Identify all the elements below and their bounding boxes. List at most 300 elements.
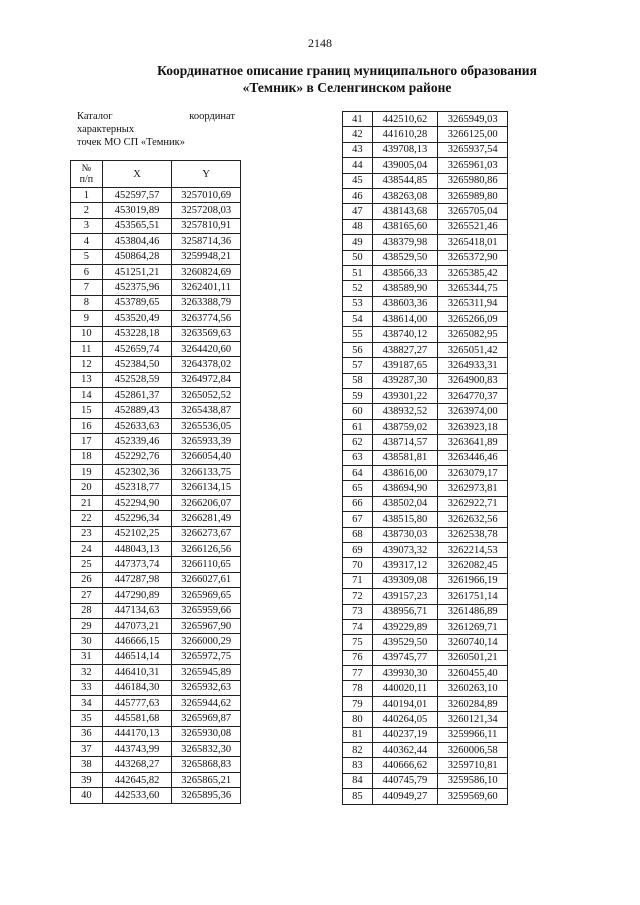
table-row (343, 558, 508, 573)
y-coordinate-cell: 3263569,63 (172, 326, 241, 341)
point-number-cell: 82 (343, 743, 373, 758)
x-coordinate-cell: 439309,08 (372, 573, 438, 588)
y-coordinate-cell: 3266054,40 (172, 449, 241, 464)
x-coordinate-cell: 446666,15 (102, 634, 172, 649)
y-coordinate-cell: 3265967,90 (172, 618, 241, 633)
y-coordinate-cell: 3265895,36 (172, 788, 241, 803)
y-coordinate-cell: 3265052,52 (172, 388, 241, 403)
y-coordinate-cell: 3261966,19 (438, 573, 508, 588)
y-coordinate-cell: 3265961,03 (438, 158, 508, 173)
x-coordinate-cell: 438566,33 (372, 265, 438, 280)
table-row (343, 727, 508, 742)
x-coordinate-cell: 447373,74 (102, 557, 172, 572)
table-row (343, 281, 508, 296)
point-number-cell: 33 (71, 680, 103, 695)
y-coordinate-cell: 3265868,83 (172, 757, 241, 772)
y-coordinate-cell: 3263079,17 (438, 465, 508, 480)
point-number-cell: 71 (343, 573, 373, 588)
y-coordinate-cell: 3265266,09 (438, 312, 508, 327)
x-coordinate-cell: 452296,34 (102, 511, 172, 526)
point-number-cell: 3 (71, 218, 103, 233)
x-coordinate-cell: 438614,00 (372, 312, 438, 327)
x-coordinate-cell: 447287,98 (102, 572, 172, 587)
table-row (343, 158, 508, 173)
table-row (71, 357, 241, 372)
table-row (343, 681, 508, 696)
table-row (71, 449, 241, 464)
y-coordinate-cell: 3265930,08 (172, 726, 241, 741)
x-coordinate-cell: 438379,98 (372, 235, 438, 250)
x-coordinate-cell: 453019,89 (102, 203, 172, 218)
x-coordinate-cell: 442645,82 (102, 772, 172, 787)
point-number-cell: 42 (343, 127, 373, 142)
y-coordinate-cell: 3257810,91 (172, 218, 241, 233)
y-coordinate-cell: 3259569,60 (438, 789, 508, 804)
y-coordinate-cell: 3266110,65 (172, 557, 241, 572)
table-row (71, 572, 241, 587)
point-number-cell: 60 (343, 404, 373, 419)
x-coordinate-cell: 438827,27 (372, 342, 438, 357)
point-number-cell: 58 (343, 373, 373, 388)
point-number-cell: 41 (343, 112, 373, 127)
table-row (343, 204, 508, 219)
point-number-cell: 62 (343, 435, 373, 450)
y-coordinate-cell: 3265418,01 (438, 235, 508, 250)
point-number-cell: 38 (71, 757, 103, 772)
table-row (343, 173, 508, 188)
point-number-cell: 68 (343, 527, 373, 542)
table-row (343, 589, 508, 604)
x-coordinate-cell: 438143,68 (372, 204, 438, 219)
table-row (343, 235, 508, 250)
x-coordinate-cell: 438165,60 (372, 219, 438, 234)
y-coordinate-cell: 3265311,94 (438, 296, 508, 311)
y-coordinate-cell: 3262632,56 (438, 512, 508, 527)
table-row (343, 250, 508, 265)
document-title (112, 62, 582, 96)
y-coordinate-cell: 3266206,07 (172, 495, 241, 510)
y-coordinate-cell: 3265521,46 (438, 219, 508, 234)
y-coordinate-cell: 3265980,86 (438, 173, 508, 188)
y-coordinate-cell: 3265385,42 (438, 265, 508, 280)
point-number-cell: 39 (71, 772, 103, 787)
table-row (71, 326, 241, 341)
x-coordinate-cell: 438932,52 (372, 404, 438, 419)
table-row (71, 311, 241, 326)
x-coordinate-cell: 440237,19 (372, 727, 438, 742)
point-number-cell: 50 (343, 250, 373, 265)
x-coordinate-cell: 439229,89 (372, 619, 438, 634)
x-coordinate-cell: 438956,71 (372, 604, 438, 619)
y-coordinate-cell: 3266133,75 (172, 465, 241, 480)
x-coordinate-cell: 438714,57 (372, 435, 438, 450)
table-row (71, 726, 241, 741)
x-coordinate-cell: 439317,12 (372, 558, 438, 573)
header-y: Y (172, 161, 241, 188)
y-coordinate-cell: 3262082,45 (438, 558, 508, 573)
x-coordinate-cell: 452597,57 (102, 188, 172, 203)
table-row (71, 188, 241, 203)
y-coordinate-cell: 3257010,69 (172, 188, 241, 203)
y-coordinate-cell: 3263923,18 (438, 419, 508, 434)
table-row (343, 758, 508, 773)
table-row (343, 327, 508, 342)
y-coordinate-cell: 3262973,81 (438, 481, 508, 496)
table-row (71, 588, 241, 603)
point-number-cell: 44 (343, 158, 373, 173)
table-row (71, 295, 241, 310)
x-coordinate-cell: 439005,04 (372, 158, 438, 173)
y-coordinate-cell: 3260824,69 (172, 264, 241, 279)
point-number-cell: 6 (71, 264, 103, 279)
x-coordinate-cell: 443268,27 (102, 757, 172, 772)
table-row (343, 389, 508, 404)
y-coordinate-cell: 3265705,04 (438, 204, 508, 219)
point-number-cell: 8 (71, 295, 103, 310)
point-number-cell: 53 (343, 296, 373, 311)
point-number-cell: 11 (71, 341, 103, 356)
header-x: X (102, 161, 172, 188)
catalog-line-2: характерных (77, 124, 135, 135)
y-coordinate-cell: 3266027,61 (172, 572, 241, 587)
y-coordinate-cell: 3265932,63 (172, 680, 241, 695)
point-number-cell: 36 (71, 726, 103, 741)
y-coordinate-cell: 3263446,46 (438, 450, 508, 465)
table-row (343, 312, 508, 327)
table-row (343, 142, 508, 157)
point-number-cell: 47 (343, 204, 373, 219)
point-number-cell: 55 (343, 327, 373, 342)
point-number-cell: 26 (71, 572, 103, 587)
table-row (343, 419, 508, 434)
table-row (71, 665, 241, 680)
point-number-cell: 72 (343, 589, 373, 604)
y-coordinate-cell: 3265536,05 (172, 418, 241, 433)
point-number-cell: 76 (343, 650, 373, 665)
point-number-cell: 1 (71, 188, 103, 203)
y-coordinate-cell: 3266134,15 (172, 480, 241, 495)
table-row (343, 696, 508, 711)
table-row (343, 573, 508, 588)
x-coordinate-cell: 447073,21 (102, 618, 172, 633)
x-coordinate-cell: 445777,63 (102, 695, 172, 710)
point-number-cell: 29 (71, 618, 103, 633)
point-number-cell: 28 (71, 603, 103, 618)
table-row (343, 650, 508, 665)
x-coordinate-cell: 438616,00 (372, 465, 438, 480)
y-coordinate-cell: 3257208,03 (172, 203, 241, 218)
table-row (71, 218, 241, 233)
table-row (71, 634, 241, 649)
y-coordinate-cell: 3260263,10 (438, 681, 508, 696)
x-coordinate-cell: 452294,90 (102, 495, 172, 510)
point-number-cell: 19 (71, 465, 103, 480)
y-coordinate-cell: 3265082,95 (438, 327, 508, 342)
y-coordinate-cell: 3260006,58 (438, 743, 508, 758)
x-coordinate-cell: 452318,77 (102, 480, 172, 495)
table-row (71, 557, 241, 572)
x-coordinate-cell: 438502,04 (372, 496, 438, 511)
point-number-cell: 56 (343, 342, 373, 357)
x-coordinate-cell: 438589,90 (372, 281, 438, 296)
x-coordinate-cell: 452384,50 (102, 357, 172, 372)
point-number-cell: 59 (343, 389, 373, 404)
x-coordinate-cell: 442533,60 (102, 788, 172, 803)
table-row (71, 541, 241, 556)
y-coordinate-cell: 3265933,39 (172, 434, 241, 449)
table-row (71, 372, 241, 387)
table-row (71, 772, 241, 787)
table-row (343, 481, 508, 496)
table-header-row (71, 161, 241, 188)
y-coordinate-cell: 3265989,80 (438, 188, 508, 203)
x-coordinate-cell: 453804,46 (102, 234, 172, 249)
title-line-2: «Темник» в Селенгинском районе (242, 80, 452, 95)
point-number-cell: 12 (71, 357, 103, 372)
table-row (71, 618, 241, 633)
table-row (71, 711, 241, 726)
point-number-cell: 23 (71, 526, 103, 541)
x-coordinate-cell: 447134,63 (102, 603, 172, 618)
table-row (71, 341, 241, 356)
table-row (343, 773, 508, 788)
table-row (343, 619, 508, 634)
table-row (71, 434, 241, 449)
y-coordinate-cell: 3265937,54 (438, 142, 508, 157)
point-number-cell: 75 (343, 635, 373, 650)
point-number-cell: 85 (343, 789, 373, 804)
x-coordinate-cell: 440666,62 (372, 758, 438, 773)
table-row (343, 635, 508, 650)
point-number-cell: 46 (343, 188, 373, 203)
point-number-cell: 69 (343, 542, 373, 557)
table-row (343, 542, 508, 557)
x-coordinate-cell: 440020,11 (372, 681, 438, 696)
x-coordinate-cell: 438603,36 (372, 296, 438, 311)
point-number-cell: 84 (343, 773, 373, 788)
x-coordinate-cell: 439073,32 (372, 542, 438, 557)
x-coordinate-cell: 439157,23 (372, 589, 438, 604)
coordinates-table-right (342, 111, 508, 805)
y-coordinate-cell: 3266125,00 (438, 127, 508, 142)
table-row (71, 757, 241, 772)
point-number-cell: 83 (343, 758, 373, 773)
y-coordinate-cell: 3266126,56 (172, 541, 241, 556)
x-coordinate-cell: 439708,13 (372, 142, 438, 157)
x-coordinate-cell: 440745,79 (372, 773, 438, 788)
point-number-cell: 35 (71, 711, 103, 726)
table-row (343, 712, 508, 727)
y-coordinate-cell: 3260740,14 (438, 635, 508, 650)
x-coordinate-cell: 452861,37 (102, 388, 172, 403)
point-number-cell: 64 (343, 465, 373, 480)
point-number-cell: 32 (71, 665, 103, 680)
point-number-cell: 67 (343, 512, 373, 527)
point-number-cell: 61 (343, 419, 373, 434)
point-number-cell: 18 (71, 449, 103, 464)
table-row (343, 666, 508, 681)
x-coordinate-cell: 439930,30 (372, 666, 438, 681)
y-coordinate-cell: 3266273,67 (172, 526, 241, 541)
y-coordinate-cell: 3260501,21 (438, 650, 508, 665)
table-row (71, 680, 241, 695)
x-coordinate-cell: 452633,63 (102, 418, 172, 433)
y-coordinate-cell: 3259966,11 (438, 727, 508, 742)
y-coordinate-cell: 3265344,75 (438, 281, 508, 296)
point-number-cell: 54 (343, 312, 373, 327)
catalog-caption (77, 110, 235, 149)
y-coordinate-cell: 3265865,21 (172, 772, 241, 787)
y-coordinate-cell: 3261751,14 (438, 589, 508, 604)
point-number-cell: 27 (71, 588, 103, 603)
x-coordinate-cell: 453520,49 (102, 311, 172, 326)
x-coordinate-cell: 438694,90 (372, 481, 438, 496)
point-number-cell: 14 (71, 388, 103, 403)
point-number-cell: 52 (343, 281, 373, 296)
y-coordinate-cell: 3265959,66 (172, 603, 241, 618)
table-row (343, 127, 508, 142)
point-number-cell: 79 (343, 696, 373, 711)
table-row (71, 526, 241, 541)
x-coordinate-cell: 439287,30 (372, 373, 438, 388)
y-coordinate-cell: 3261269,71 (438, 619, 508, 634)
y-coordinate-cell: 3260455,40 (438, 666, 508, 681)
x-coordinate-cell: 438263,08 (372, 188, 438, 203)
x-coordinate-cell: 442510,62 (372, 112, 438, 127)
table-row (71, 649, 241, 664)
point-number-cell: 51 (343, 265, 373, 280)
x-coordinate-cell: 452659,74 (102, 341, 172, 356)
page-number: 2148 (308, 36, 332, 50)
point-number-cell: 13 (71, 372, 103, 387)
table-row (343, 373, 508, 388)
table-row (343, 265, 508, 280)
point-number-cell: 73 (343, 604, 373, 619)
point-number-cell: 49 (343, 235, 373, 250)
y-coordinate-cell: 3259586,10 (438, 773, 508, 788)
x-coordinate-cell: 443743,99 (102, 742, 172, 757)
y-coordinate-cell: 3259948,21 (172, 249, 241, 264)
y-coordinate-cell: 3259710,81 (438, 758, 508, 773)
y-coordinate-cell: 3260121,34 (438, 712, 508, 727)
y-coordinate-cell: 3265972,75 (172, 649, 241, 664)
y-coordinate-cell: 3265051,42 (438, 342, 508, 357)
table-row (343, 527, 508, 542)
x-coordinate-cell: 439187,65 (372, 358, 438, 373)
x-coordinate-cell: 438529,50 (372, 250, 438, 265)
x-coordinate-cell: 440362,44 (372, 743, 438, 758)
y-coordinate-cell: 3264933,31 (438, 358, 508, 373)
table-row (71, 495, 241, 510)
point-number-cell: 16 (71, 418, 103, 433)
y-coordinate-cell: 3260284,89 (438, 696, 508, 711)
point-number-cell: 77 (343, 666, 373, 681)
y-coordinate-cell: 3264900,83 (438, 373, 508, 388)
x-coordinate-cell: 450864,28 (102, 249, 172, 264)
x-coordinate-cell: 438740,12 (372, 327, 438, 342)
x-coordinate-cell: 440264,05 (372, 712, 438, 727)
x-coordinate-cell: 438581,81 (372, 450, 438, 465)
point-number-cell: 30 (71, 634, 103, 649)
table-row (343, 789, 508, 804)
point-number-cell: 24 (71, 541, 103, 556)
point-number-cell: 10 (71, 326, 103, 341)
table-row (71, 480, 241, 495)
point-number-cell: 21 (71, 495, 103, 510)
point-number-cell: 78 (343, 681, 373, 696)
point-number-cell: 45 (343, 173, 373, 188)
x-coordinate-cell: 452302,36 (102, 465, 172, 480)
coordinates-word: координат (189, 111, 235, 122)
table-row (343, 188, 508, 203)
table-row (343, 112, 508, 127)
table-row (343, 465, 508, 480)
catalog-line-3: точек МО СП «Темник» (77, 137, 186, 148)
table-row (71, 742, 241, 757)
point-number-cell: 20 (71, 480, 103, 495)
x-coordinate-cell: 440194,01 (372, 696, 438, 711)
point-number-cell: 40 (71, 788, 103, 803)
table-row (71, 695, 241, 710)
x-coordinate-cell: 444170,13 (102, 726, 172, 741)
point-number-cell: 80 (343, 712, 373, 727)
x-coordinate-cell: 452102,25 (102, 526, 172, 541)
point-number-cell: 43 (343, 142, 373, 157)
y-coordinate-cell: 3262401,11 (172, 280, 241, 295)
y-coordinate-cell: 3261486,89 (438, 604, 508, 619)
x-coordinate-cell: 439745,77 (372, 650, 438, 665)
x-coordinate-cell: 447290,89 (102, 588, 172, 603)
point-number-cell: 7 (71, 280, 103, 295)
table-row (71, 603, 241, 618)
table-row (71, 403, 241, 418)
y-coordinate-cell: 3265944,62 (172, 695, 241, 710)
x-coordinate-cell: 448043,13 (102, 541, 172, 556)
point-number-cell: 17 (71, 434, 103, 449)
table-row (343, 512, 508, 527)
y-coordinate-cell: 3265949,03 (438, 112, 508, 127)
x-coordinate-cell: 440949,27 (372, 789, 438, 804)
y-coordinate-cell: 3264770,37 (438, 389, 508, 404)
table-row (343, 743, 508, 758)
x-coordinate-cell: 446410,31 (102, 665, 172, 680)
x-coordinate-cell: 452528,59 (102, 372, 172, 387)
y-coordinate-cell: 3263641,89 (438, 435, 508, 450)
y-coordinate-cell: 3265438,87 (172, 403, 241, 418)
x-coordinate-cell: 452339,46 (102, 434, 172, 449)
x-coordinate-cell: 446184,30 (102, 680, 172, 695)
y-coordinate-cell: 3264420,60 (172, 341, 241, 356)
point-number-cell: 48 (343, 219, 373, 234)
x-coordinate-cell: 439301,22 (372, 389, 438, 404)
y-coordinate-cell: 3264378,02 (172, 357, 241, 372)
point-number-cell: 34 (71, 695, 103, 710)
table-row (71, 388, 241, 403)
table-row (343, 342, 508, 357)
x-coordinate-cell: 453228,18 (102, 326, 172, 341)
y-coordinate-cell: 3263974,00 (438, 404, 508, 419)
x-coordinate-cell: 438730,03 (372, 527, 438, 542)
x-coordinate-cell: 453565,51 (102, 218, 172, 233)
x-coordinate-cell: 445581,68 (102, 711, 172, 726)
point-number-cell: 37 (71, 742, 103, 757)
point-number-cell: 57 (343, 358, 373, 373)
table-row (71, 280, 241, 295)
header-number: № п/п (71, 161, 103, 188)
table-row (71, 249, 241, 264)
x-coordinate-cell: 438759,02 (372, 419, 438, 434)
point-number-cell: 74 (343, 619, 373, 634)
